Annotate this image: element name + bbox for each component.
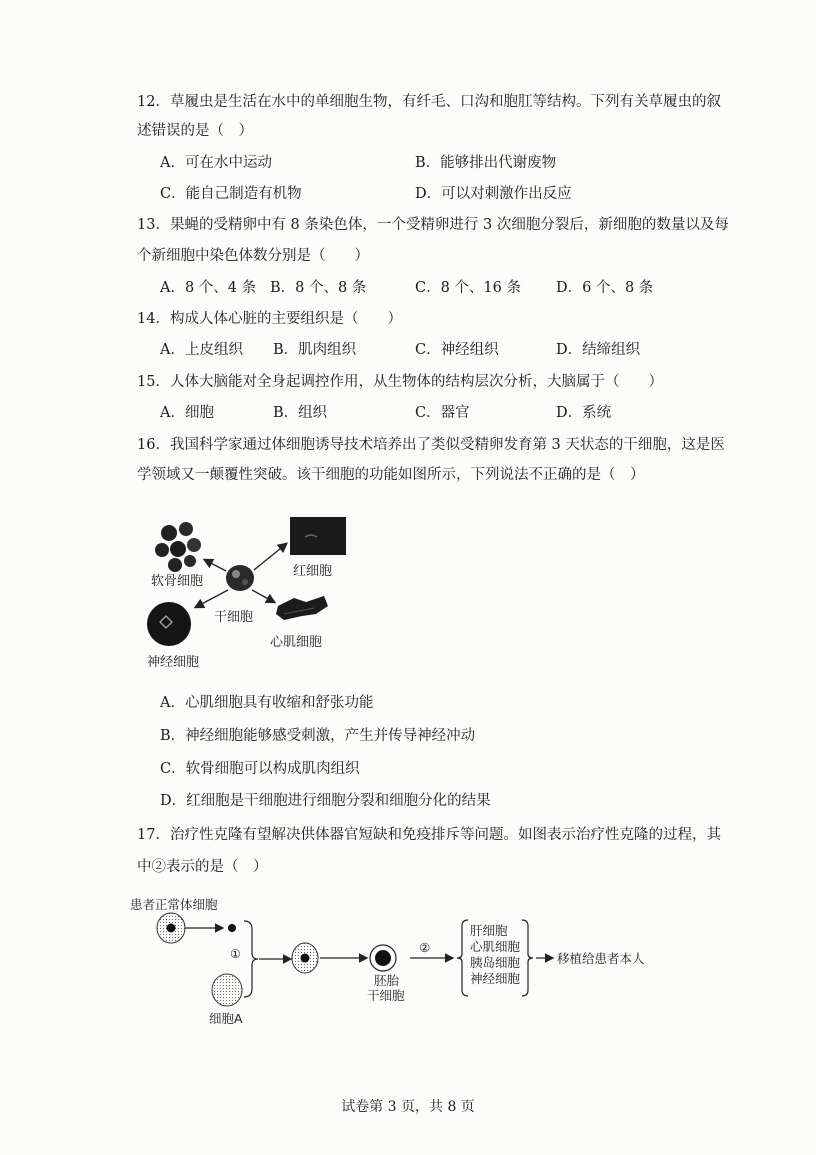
q16-stem-line1: 16．我国科学家通过体细胞诱导技术培养出了类似受精卵发育第 3 天状态的干细胞，这是医 (137, 437, 725, 453)
embryonic-stem-cell (370, 945, 396, 971)
nerve-cell-image (147, 602, 191, 646)
label-red-blood-cell: 红细胞 (293, 564, 333, 579)
q13-option-c: C．8 个、16 条 (415, 280, 521, 296)
q16-stem-line2: 学领域又一颠覆性突破。该干细胞的功能如图所示，下列说法不正确的是（ ） (137, 467, 645, 483)
page-footer: 试卷第 3 页，共 8 页 (341, 1099, 475, 1115)
q15-option-c: C．器官 (415, 405, 470, 421)
q13-stem-line2: 个新细胞中染色体数分别是（ ） (137, 248, 369, 264)
extracted-nucleus (228, 924, 236, 932)
cell-a (212, 974, 242, 1006)
q12-option-c: C．能自己制造有机物 (160, 186, 302, 202)
q17-stem-line2 (137, 857, 268, 877)
q12-stem-line1: 12．草履虫是生活在水中的单细胞生物，有纤毛、口沟和胞肛等结构。下列有关草履虫的叙 (137, 94, 721, 110)
q13-option-a: A．8 个、4 条 (160, 280, 257, 296)
label-nerve-cell: 神经细胞 (147, 655, 200, 670)
q12-stem-line2: 述错误的是（ ） (137, 123, 253, 139)
label-stem-cell: 干细胞 (214, 610, 254, 625)
q17-stem-suffix: 表示的是（ ） (166, 859, 268, 875)
circled-two-mark: ② (151, 859, 166, 875)
patient-body-cell (157, 913, 185, 943)
q13-option-d: D．6 个、8 条 (556, 280, 654, 296)
label-liver-cell: 肝细胞 (470, 923, 508, 938)
cartilage-cell-image (155, 522, 201, 572)
q12-option-a: A．可在水中运动 (160, 155, 272, 171)
q12-option-d: D．可以对刺激作出反应 (415, 186, 572, 202)
label-patient-body-cell: 患者正常体细胞 (130, 897, 218, 912)
q17-stem-line1: 17．治疗性克隆有望解决供体器官短缺和免疫排斥等问题。如图表示治疗性克隆的过程，其 (137, 827, 721, 843)
q15-option-a: A．细胞 (160, 405, 214, 421)
label-islet-cell: 胰岛细胞 (470, 955, 521, 970)
q14-option-b: B．肌肉组织 (273, 342, 357, 358)
label-heart-muscle-cell-2: 心肌细胞 (470, 939, 521, 954)
fused-cell (292, 943, 318, 973)
label-heart-muscle-cell: 心肌细胞 (270, 635, 323, 650)
q16-option-b: B．神经细胞能够感受刺激，产生并传导神经冲动 (160, 728, 476, 744)
label-transplant: 移植给患者本人 (557, 951, 645, 966)
q14-stem: 14．构成人体心脏的主要组织是（ ） (137, 311, 402, 327)
q14-option-c: C．神经组织 (415, 342, 499, 358)
q17-stem-prefix: 中 (137, 859, 152, 875)
q16-option-a: A．心肌细胞具有收缩和舒张功能 (160, 695, 374, 711)
q13-stem-line1: 13．果蝇的受精卵中有 8 条染色体，一个受精卵进行 3 次细胞分裂后，新细胞的数量以及每 (137, 217, 729, 233)
label-step-1: ① (230, 947, 241, 961)
label-nerve-cell-2: 神经细胞 (470, 971, 521, 986)
heart-muscle-cell-image (276, 596, 328, 620)
stem-cell-image (226, 565, 254, 591)
q14-option-d: D．结缔组织 (556, 342, 641, 358)
q15-option-b: B．组织 (273, 405, 328, 421)
q14-option-a: A．上皮组织 (160, 342, 243, 358)
q12-option-b: B．能够排出代谢废物 (415, 155, 557, 171)
q15-stem: 15．人体大脑能对全身起调控作用，从生物体的结构层次分析，大脑属于（ ） (137, 374, 663, 390)
label-step-2: ② (419, 940, 431, 955)
label-cartilage-cell: 软骨细胞 (151, 574, 204, 589)
q13-option-b: B．8 个、8 条 (270, 280, 367, 296)
q16-option-c: C．软骨细胞可以构成肌肉组织 (160, 761, 360, 777)
red-blood-cell-image (290, 517, 346, 555)
label-embryo: 胚胎 (374, 973, 400, 988)
q15-option-d: D．系统 (556, 405, 612, 421)
label-cell-a: 细胞A (209, 1011, 243, 1026)
q16-option-d: D．红细胞是干细胞进行细胞分裂和细胞分化的结果 (160, 793, 491, 809)
label-stem-cell-2: 干细胞 (367, 988, 405, 1003)
